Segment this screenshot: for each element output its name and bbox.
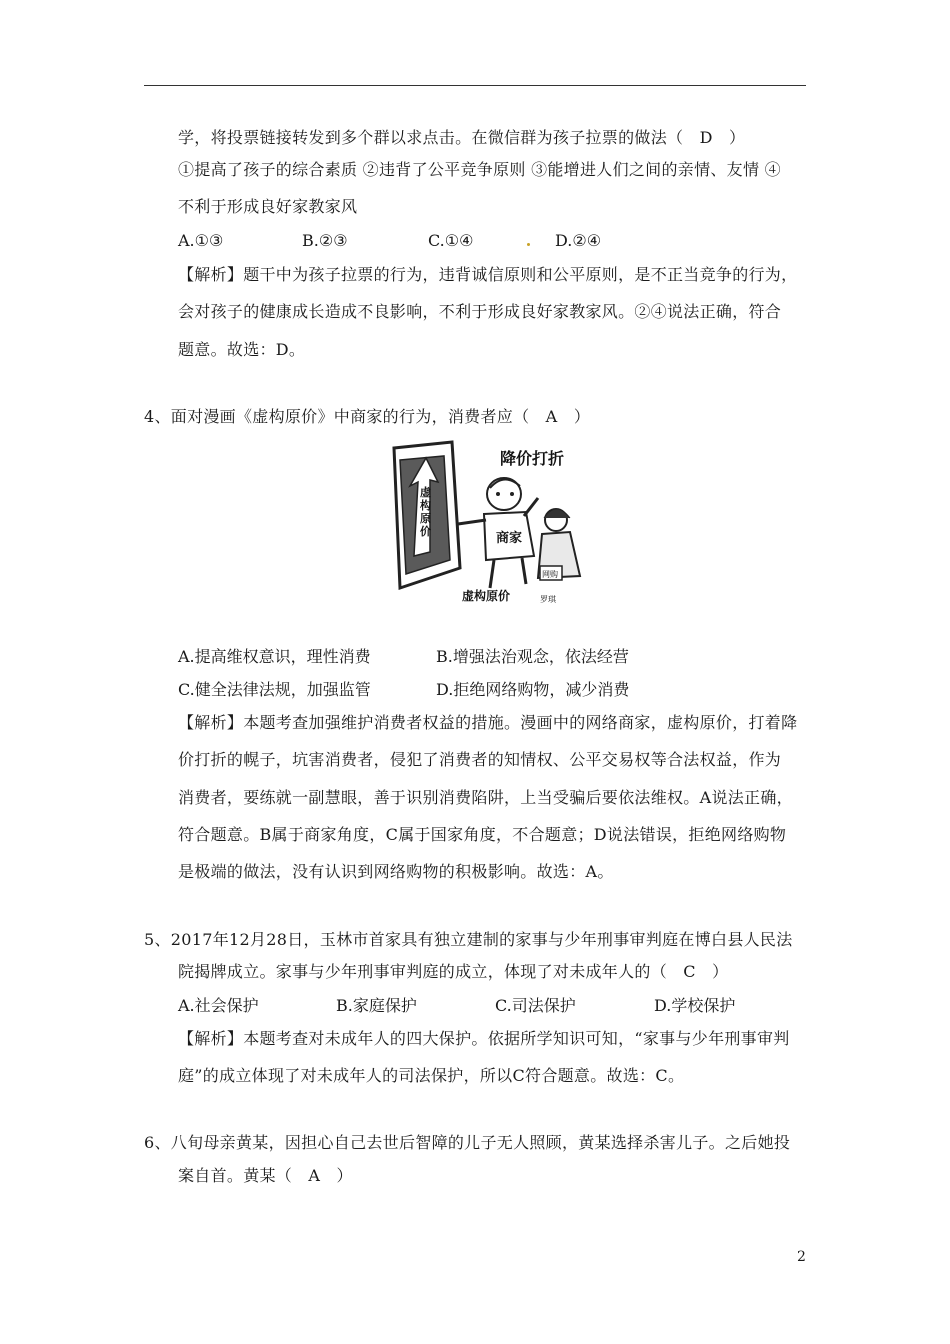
q5-option-a: A.社会保护 [178, 996, 259, 1015]
q4-analysis-line2: 价打折的幌子，坑害消费者，侵犯了消费者的知情权、公平交易权等合法权益，作为 [178, 750, 782, 769]
q4-analysis-line1: 【解析】本题考查加强维护消费者权益的措施。漫画中的网络商家，虚构原价，打着降 [178, 713, 798, 732]
bag-label: 网购 [542, 570, 558, 579]
q6-stem-line2: 案自首。黄某（ A ） [178, 1166, 353, 1185]
q3-analysis-line3: 题意。故选：D。 [178, 340, 306, 359]
q4-analysis-line5: 是极端的做法，没有认识到网络购物的积极影响。故选：A。 [178, 862, 614, 881]
q5-option-c: C.司法保护 [495, 996, 576, 1015]
cartoon-artist: 罗琪 [540, 595, 556, 604]
q3-option-b: B.②③ [302, 231, 348, 250]
sign-char-3: 原 [420, 513, 431, 525]
q5-analysis-line1: 【解析】本题考查对未成年人的四大保护。依据所学知识可知，“家事与少年刑事审判 [178, 1029, 790, 1048]
q4-option-a: A.提高维权意识，理性消费 [178, 647, 371, 666]
q5-stem-line2: 院揭牌成立。家事与少年刑事审判庭的成立，体现了对未成年人的（ C ） [178, 962, 729, 981]
q4-option-d: D.拒绝网络购物，减少消费 [436, 680, 630, 699]
sign-char-4: 价 [420, 526, 431, 538]
q4-stem: 4、面对漫画《虚构原价》中商家的行为，消费者应（ A ） [144, 407, 591, 426]
sign-char-2: 构 [420, 500, 431, 512]
q4-analysis-line4: 符合题意。B属于商家角度，C属于国家角度，不合题意；D说法错误，拒绝网络购物 [178, 825, 787, 844]
page-number: 2 [797, 1249, 806, 1265]
header-rule [144, 85, 806, 86]
q4-analysis-line3: 消费者，要练就一副慧眼，善于识别消费陷阱，上当受骗后要依法维权。A说法正确， [178, 788, 793, 807]
speck [527, 243, 530, 246]
q3-line2: ①提高了孩子的综合素质 ②违背了公平竞争原则 ③能增进人们之间的亲情、友情 ④ [178, 160, 781, 179]
q5-option-b: B.家庭保护 [336, 996, 417, 1015]
q4-option-b: B.增强法治观念，依法经营 [436, 647, 629, 666]
q6-stem-line1: 6、八旬母亲黄某，因担心自己去世后智障的儿子无人照顾，黄某选择杀害儿子。之后她投 [144, 1133, 791, 1152]
q3-line1: 学，将投票链接转发到多个群以求点击。在微信群为孩子拉票的做法（ D ） [178, 128, 746, 147]
cartoon-fake-original-price [374, 438, 612, 608]
q5-analysis-line2: 庭”的成立体现了对未成年人的司法保护，所以C符合题意。故选：C。 [178, 1066, 685, 1085]
q3-option-d: D.②④ [555, 231, 602, 250]
q3-analysis-line2: 会对孩子的健康成长造成不良影响，不利于形成良好家教家风。②④说法正确，符合 [178, 302, 782, 321]
sign-char-1: 虚 [420, 487, 431, 499]
q4-option-c: C.健全法律法规，加强监管 [178, 680, 371, 699]
q3-analysis-line1: 【解析】题干中为孩子拉票的行为，违背诚信原则和公平原则，是不正当竞争的行为， [178, 265, 798, 284]
merchant-label: 商家 [496, 530, 523, 545]
speech-text: 降价打折 [500, 451, 565, 468]
cartoon-caption: 虚构原价 [462, 589, 511, 603]
q5-option-d: D.学校保护 [654, 996, 736, 1015]
q3-line3: 不利于形成良好家教家风 [178, 197, 358, 216]
q5-stem-line1: 5、2017年12月28日，玉林市首家具有独立建制的家事与少年刑事审判庭在博白县人民法 [144, 930, 793, 949]
q3-option-a: A.①③ [178, 231, 224, 250]
q3-option-c: C.①④ [428, 231, 474, 250]
